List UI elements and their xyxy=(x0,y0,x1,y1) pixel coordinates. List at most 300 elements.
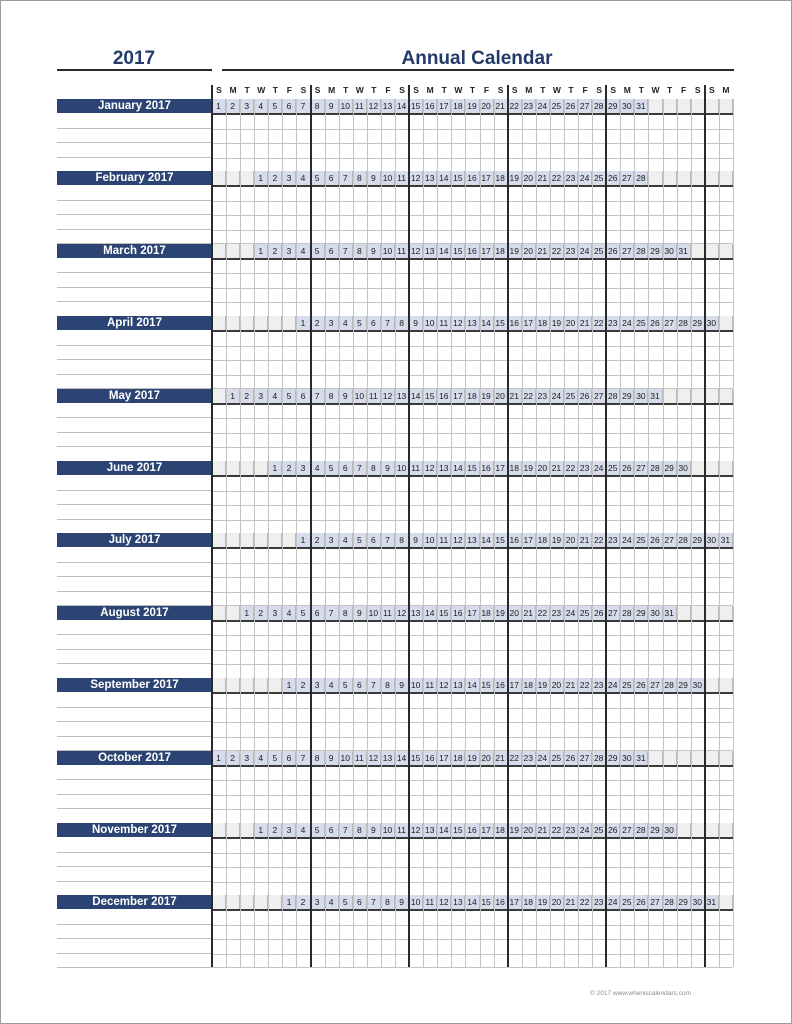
day-cell: 24 xyxy=(536,99,550,113)
grid-column-line xyxy=(339,244,340,316)
grid-column-line xyxy=(381,533,382,605)
grid-column-line xyxy=(691,99,692,171)
grid-row-line xyxy=(212,129,733,130)
day-cell: 10 xyxy=(409,895,423,909)
grid-column-line xyxy=(353,606,354,678)
grid-column-line xyxy=(325,461,326,533)
day-of-week-label: S xyxy=(399,85,405,95)
day-cell: 26 xyxy=(564,99,578,113)
day-of-week-label: W xyxy=(257,85,266,95)
grid-column-line xyxy=(634,606,635,678)
grid-column-line xyxy=(353,678,354,750)
day-cell: 19 xyxy=(465,99,479,113)
grid-row-line xyxy=(212,158,733,159)
grid-column-line xyxy=(480,244,481,316)
grid-row-line xyxy=(212,925,733,926)
grid-column-line xyxy=(254,316,255,388)
empty-day-cell xyxy=(677,99,691,113)
day-cell: 3 xyxy=(325,316,339,330)
grid-column-line xyxy=(522,678,523,750)
day-cell: 8 xyxy=(367,461,381,475)
day-cell: 28 xyxy=(592,751,606,765)
grid-column-line xyxy=(437,895,438,967)
grid-column-line xyxy=(254,389,255,461)
day-cell: 3 xyxy=(325,533,339,547)
day-cell: 8 xyxy=(381,895,395,909)
note-line xyxy=(57,779,212,780)
day-cell: 13 xyxy=(381,99,395,113)
grid-column-line xyxy=(226,99,227,171)
day-cell: 6 xyxy=(367,316,381,330)
day-cell: 26 xyxy=(634,895,648,909)
day-cell: 8 xyxy=(353,244,367,258)
day-cell: 1 xyxy=(226,389,240,403)
day-cell: 22 xyxy=(522,389,536,403)
grid-row-line xyxy=(212,882,733,883)
grid-column-line xyxy=(268,99,269,171)
day-cell: 5 xyxy=(353,316,367,330)
grid-row-line xyxy=(212,592,733,593)
day-of-week-label: F xyxy=(385,85,391,95)
day-cell: 29 xyxy=(648,823,662,837)
grid-column-line xyxy=(226,171,227,243)
day-cell: 17 xyxy=(522,316,536,330)
grid-column-line xyxy=(451,316,452,388)
grid-column-line xyxy=(480,895,481,967)
grid-column-line xyxy=(240,99,241,171)
day-cell: 23 xyxy=(578,461,592,475)
grid-column-line xyxy=(550,316,551,388)
day-cell: 22 xyxy=(592,533,606,547)
grid-column-line xyxy=(437,533,438,605)
grid-column-line xyxy=(634,316,635,388)
grid-column-line xyxy=(282,606,283,678)
day-cell: 31 xyxy=(663,606,677,620)
empty-day-cell xyxy=(719,678,733,692)
day-cell: 15 xyxy=(451,171,465,185)
grid-row-line xyxy=(212,737,733,738)
note-line xyxy=(57,953,212,954)
week-divider xyxy=(704,316,706,388)
grid-column-line xyxy=(578,171,579,243)
week-divider xyxy=(507,243,509,315)
week-divider xyxy=(408,461,410,533)
day-cell: 2 xyxy=(268,171,282,185)
day-cell: 4 xyxy=(325,895,339,909)
empty-day-cell xyxy=(240,171,254,185)
note-line xyxy=(57,852,212,853)
day-cell: 7 xyxy=(296,99,310,113)
grid-column-line xyxy=(536,533,537,605)
grid-row-line xyxy=(212,954,733,955)
day-cell: 14 xyxy=(437,171,451,185)
day-cell: 24 xyxy=(536,751,550,765)
empty-day-cell xyxy=(691,389,705,403)
grid-column-line xyxy=(226,244,227,316)
grid-column-line xyxy=(578,244,579,316)
day-cell: 21 xyxy=(508,389,522,403)
grid-column-line xyxy=(423,316,424,388)
day-cell: 21 xyxy=(550,461,564,475)
day-cell: 4 xyxy=(325,678,339,692)
day-cell: 16 xyxy=(423,99,437,113)
day-cell: 4 xyxy=(254,99,268,113)
grid-column-line xyxy=(339,606,340,678)
grid-column-line xyxy=(522,461,523,533)
day-cell: 12 xyxy=(409,823,423,837)
grid-column-line xyxy=(381,461,382,533)
day-cell: 16 xyxy=(437,389,451,403)
note-line xyxy=(57,229,212,230)
empty-day-cell xyxy=(691,461,705,475)
day-cell: 11 xyxy=(367,389,381,403)
day-cell: 24 xyxy=(578,244,592,258)
grid-column-line xyxy=(494,461,495,533)
grid-column-line xyxy=(691,533,692,605)
day-cell: 23 xyxy=(536,389,550,403)
grid-column-line xyxy=(465,533,466,605)
empty-day-cell xyxy=(705,678,719,692)
day-cell: 12 xyxy=(367,99,381,113)
day-cell: 11 xyxy=(437,316,451,330)
day-cell: 21 xyxy=(494,751,508,765)
grid-column-line xyxy=(634,389,635,461)
day-cell: 16 xyxy=(465,171,479,185)
day-cell: 16 xyxy=(465,244,479,258)
grid-column-line xyxy=(282,823,283,895)
week-divider xyxy=(310,85,312,171)
grid-column-line xyxy=(494,389,495,461)
week-divider xyxy=(310,388,312,460)
grid-row-line xyxy=(212,809,733,810)
empty-day-cell xyxy=(663,99,677,113)
day-cell: 27 xyxy=(606,606,620,620)
grid-column-line xyxy=(353,316,354,388)
day-cell: 28 xyxy=(634,171,648,185)
grid-column-line xyxy=(423,823,424,895)
day-cell: 1 xyxy=(268,461,282,475)
grid-column-line xyxy=(536,244,537,316)
empty-day-cell xyxy=(719,99,733,113)
note-line xyxy=(57,924,212,925)
grid-column-line xyxy=(282,99,283,171)
grid-row-line xyxy=(212,967,733,968)
grid-column-line xyxy=(494,533,495,605)
grid-column-line xyxy=(663,895,664,967)
grid-column-line xyxy=(339,751,340,823)
day-cell: 2 xyxy=(254,606,268,620)
week-divider xyxy=(605,895,607,967)
day-of-week-label: M xyxy=(623,85,631,95)
day-cell: 13 xyxy=(465,533,479,547)
grid-column-line xyxy=(564,895,565,967)
grid-column-line xyxy=(240,751,241,823)
day-cell: 19 xyxy=(536,678,550,692)
empty-day-cell xyxy=(226,895,240,909)
grid-row-line xyxy=(212,853,733,854)
day-cell: 23 xyxy=(522,751,536,765)
day-cell: 25 xyxy=(620,678,634,692)
week-divider xyxy=(408,171,410,243)
grid-column-line xyxy=(296,461,297,533)
grid-column-line xyxy=(367,99,368,171)
empty-day-cell xyxy=(268,678,282,692)
empty-day-cell xyxy=(268,895,282,909)
week-divider xyxy=(408,895,410,967)
day-cell: 19 xyxy=(508,171,522,185)
day-cell: 13 xyxy=(423,823,437,837)
grid-column-line xyxy=(719,244,720,316)
day-of-week-label: S xyxy=(511,85,518,95)
day-cell: 16 xyxy=(494,678,508,692)
grid-row-line xyxy=(212,215,733,216)
day-cell: 27 xyxy=(592,389,606,403)
grid-column-line xyxy=(395,823,396,895)
day-cell: 3 xyxy=(240,99,254,113)
grid-column-line xyxy=(465,823,466,895)
week-divider xyxy=(310,243,312,315)
grid-column-line xyxy=(451,533,452,605)
grid-column-line xyxy=(536,606,537,678)
grid-column-line xyxy=(437,751,438,823)
grid-column-line xyxy=(240,461,241,533)
empty-day-cell xyxy=(719,244,733,258)
day-cell: 2 xyxy=(311,533,325,547)
grid-column-line xyxy=(240,823,241,895)
empty-day-cell xyxy=(705,606,719,620)
day-cell: 15 xyxy=(494,533,508,547)
grid-column-line xyxy=(522,823,523,895)
grid-column-line xyxy=(691,461,692,533)
grid-column-line xyxy=(663,751,664,823)
day-cell: 27 xyxy=(620,171,634,185)
grid-column-line xyxy=(719,823,720,895)
day-cell: 9 xyxy=(409,533,423,547)
day-of-week-label: T xyxy=(638,85,644,95)
grid-row-line xyxy=(212,491,733,492)
day-of-week-label: W xyxy=(651,85,660,95)
day-cell: 22 xyxy=(550,244,564,258)
day-cell: 22 xyxy=(550,823,564,837)
grid-column-line xyxy=(663,678,664,750)
grid-column-line xyxy=(339,823,340,895)
day-cell: 18 xyxy=(536,316,550,330)
day-cell: 27 xyxy=(648,678,662,692)
day-cell: 12 xyxy=(409,171,423,185)
day-cell: 26 xyxy=(634,678,648,692)
grid-column-line xyxy=(620,171,621,243)
empty-day-cell xyxy=(719,895,733,909)
empty-day-cell xyxy=(212,244,226,258)
empty-day-cell xyxy=(226,823,240,837)
grid-column-line xyxy=(367,751,368,823)
day-cell: 21 xyxy=(536,171,550,185)
grid-column-line xyxy=(437,171,438,243)
grid-column-line xyxy=(437,461,438,533)
week-divider xyxy=(211,605,213,677)
grid-column-line xyxy=(663,606,664,678)
grid-column-line xyxy=(719,606,720,678)
day-cell: 10 xyxy=(409,678,423,692)
day-cell: 31 xyxy=(634,99,648,113)
week-divider xyxy=(211,316,213,388)
day-cell: 20 xyxy=(508,606,522,620)
grid-column-line xyxy=(733,99,734,171)
empty-day-cell xyxy=(226,606,240,620)
copyright-footer: © 2017 www.wheniscalendars.com xyxy=(590,990,691,997)
grid-column-line xyxy=(240,244,241,316)
day-of-week-label: M xyxy=(722,85,730,95)
day-cell: 23 xyxy=(522,99,536,113)
grid-row-line xyxy=(212,418,733,419)
grid-column-line xyxy=(395,678,396,750)
day-cell: 1 xyxy=(254,244,268,258)
day-cell: 17 xyxy=(437,751,451,765)
day-of-week-label: S xyxy=(497,85,504,95)
week-divider xyxy=(704,823,706,895)
day-cell: 9 xyxy=(339,389,353,403)
grid-column-line xyxy=(226,316,227,388)
grid-column-line xyxy=(268,751,269,823)
week-divider xyxy=(310,895,312,967)
day-cell: 24 xyxy=(578,171,592,185)
grid-column-line xyxy=(691,751,692,823)
grid-column-line xyxy=(663,823,664,895)
day-cell: 17 xyxy=(480,244,494,258)
day-cell: 14 xyxy=(480,533,494,547)
day-cell: 3 xyxy=(282,823,296,837)
note-line xyxy=(57,721,212,722)
day-cell: 1 xyxy=(254,823,268,837)
day-of-week-label: M xyxy=(426,85,434,95)
grid-column-line xyxy=(381,99,382,171)
grid-column-line xyxy=(691,606,692,678)
day-cell: 26 xyxy=(592,606,606,620)
day-cell: 13 xyxy=(451,678,465,692)
empty-day-cell xyxy=(719,171,733,185)
grid-column-line xyxy=(691,678,692,750)
day-cell: 28 xyxy=(663,895,677,909)
day-cell: 3 xyxy=(268,606,282,620)
day-cell: 16 xyxy=(508,533,522,547)
grid-column-line xyxy=(325,99,326,171)
grid-column-line xyxy=(677,678,678,750)
day-cell: 14 xyxy=(465,895,479,909)
grid-column-line xyxy=(634,461,635,533)
day-cell: 15 xyxy=(409,751,423,765)
grid-column-line xyxy=(296,171,297,243)
day-cell: 10 xyxy=(395,461,409,475)
grid-column-line xyxy=(564,533,565,605)
grid-column-line xyxy=(691,171,692,243)
grid-column-line xyxy=(395,99,396,171)
grid-column-line xyxy=(465,316,466,388)
grid-column-line xyxy=(465,99,466,171)
grid-column-line xyxy=(240,533,241,605)
grid-column-line xyxy=(719,678,720,750)
grid-column-line xyxy=(339,99,340,171)
day-cell: 3 xyxy=(282,244,296,258)
day-cell: 18 xyxy=(465,389,479,403)
day-cell: 20 xyxy=(522,823,536,837)
empty-day-cell xyxy=(691,171,705,185)
grid-column-line xyxy=(240,389,241,461)
day-cell: 25 xyxy=(578,606,592,620)
grid-column-line xyxy=(353,99,354,171)
day-cell: 8 xyxy=(353,823,367,837)
day-cell: 25 xyxy=(592,244,606,258)
grid-column-line xyxy=(296,389,297,461)
month-label: July 2017 xyxy=(57,533,212,547)
day-cell: 22 xyxy=(508,751,522,765)
week-divider xyxy=(704,750,706,822)
empty-day-cell xyxy=(226,244,240,258)
day-cell: 8 xyxy=(339,606,353,620)
day-of-week-label: W xyxy=(355,85,364,95)
day-cell: 15 xyxy=(409,99,423,113)
grid-column-line xyxy=(381,678,382,750)
day-of-week-label: T xyxy=(666,85,673,95)
grid-column-line xyxy=(395,751,396,823)
grid-column-line xyxy=(648,678,649,750)
day-cell: 16 xyxy=(508,316,522,330)
day-cell: 16 xyxy=(480,461,494,475)
grid-column-line xyxy=(564,823,565,895)
week-divider xyxy=(408,243,410,315)
empty-day-cell xyxy=(691,751,705,765)
grid-column-line xyxy=(663,461,664,533)
grid-column-line xyxy=(240,678,241,750)
grid-column-line xyxy=(296,823,297,895)
grid-column-line xyxy=(353,461,354,533)
day-cell: 4 xyxy=(339,316,353,330)
grid-column-line xyxy=(451,751,452,823)
grid-column-line xyxy=(592,461,593,533)
empty-day-cell xyxy=(254,678,268,692)
empty-day-cell xyxy=(719,606,733,620)
day-cell: 13 xyxy=(395,389,409,403)
grid-column-line xyxy=(268,244,269,316)
note-line xyxy=(57,142,212,143)
day-cell: 11 xyxy=(353,99,367,113)
week-divider xyxy=(310,750,312,822)
day-cell: 3 xyxy=(311,678,325,692)
day-cell: 12 xyxy=(451,533,465,547)
grid-column-line xyxy=(296,244,297,316)
grid-column-line xyxy=(282,895,283,967)
grid-column-line xyxy=(423,606,424,678)
grid-column-line xyxy=(465,389,466,461)
grid-column-line xyxy=(451,461,452,533)
grid-row-line xyxy=(212,577,733,578)
header-divider xyxy=(212,330,733,332)
day-cell: 11 xyxy=(395,244,409,258)
day-cell: 11 xyxy=(423,678,437,692)
grid-column-line xyxy=(296,678,297,750)
day-cell: 28 xyxy=(620,606,634,620)
grid-row-line xyxy=(212,302,733,303)
day-cell: 26 xyxy=(564,751,578,765)
grid-column-line xyxy=(240,606,241,678)
day-of-week-label: W xyxy=(454,85,463,95)
grid-column-line xyxy=(592,823,593,895)
grid-column-line xyxy=(578,895,579,967)
grid-column-line xyxy=(578,751,579,823)
grid-row-line xyxy=(212,795,733,796)
grid-column-line xyxy=(620,244,621,316)
day-cell: 30 xyxy=(691,895,705,909)
grid-column-line xyxy=(564,316,565,388)
